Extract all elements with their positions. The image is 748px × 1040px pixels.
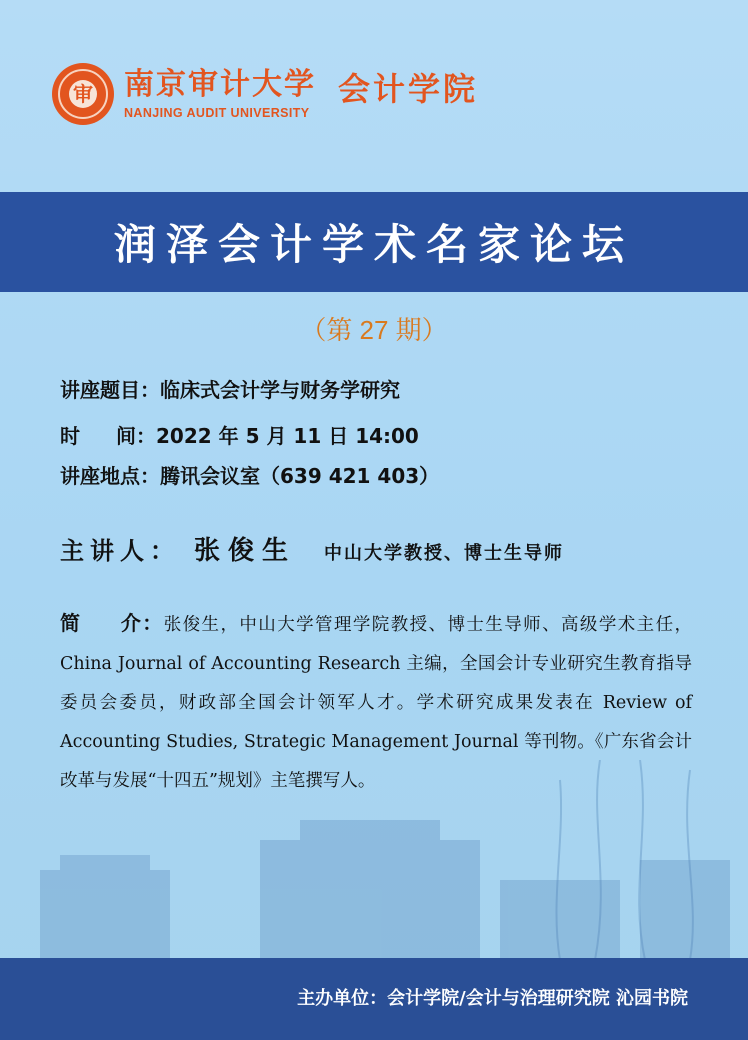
seal-glyph: 审 bbox=[73, 82, 93, 106]
time-label-second: 间： bbox=[116, 424, 156, 448]
intro-label bbox=[60, 611, 164, 635]
speaker-title: 中山大学教授、博士生导师 bbox=[324, 543, 565, 564]
speaker-label: 主讲人： bbox=[60, 536, 180, 565]
time-value: 2022 年 5 月 11 日 14:00 bbox=[156, 424, 419, 448]
speaker-row bbox=[60, 530, 564, 567]
intro-text: 张俊生，中山大学管理学院教授、博士生导师、高级学术主任，China Journal of Accounting Research 主编，全国会计专业研究生教育指导委员会委员，财政部全国会计领军人才。学术研究成果发表在 Review of Accounting Studies, Strategic Management Journal 等刊物。《广东省会计改革与发展“十四五”规划》主笔撰写人。 bbox=[60, 615, 693, 791]
campus-illustration bbox=[0, 760, 748, 960]
place-value: 腾讯会议室（639 421 403） bbox=[160, 464, 440, 488]
school-name-en: NANJING AUDIT UNIVERSITY bbox=[124, 106, 310, 120]
lecture-place-row bbox=[60, 460, 439, 489]
organizer-text: 主办单位：会计学院/会计与治理研究院 沁园书院 bbox=[297, 988, 688, 1009]
school-name bbox=[124, 68, 316, 120]
header-logo bbox=[52, 62, 478, 126]
footer-bar bbox=[0, 958, 748, 1040]
speaker-name: 张俊生 bbox=[194, 536, 297, 566]
school-name-cn: 南京审计大学 bbox=[124, 67, 316, 102]
lecture-topic-row bbox=[60, 374, 400, 403]
college-name: 会计学院 bbox=[338, 70, 479, 108]
issue-number: （第 27 期） bbox=[300, 315, 448, 345]
place-label: 讲座地点： bbox=[60, 464, 160, 488]
intro-label-second: 介： bbox=[119, 611, 164, 635]
title-banner bbox=[0, 192, 748, 292]
lecture-time-row bbox=[60, 420, 419, 449]
forum-title: 润泽会计学术名家论坛 bbox=[113, 220, 634, 269]
topic-value: 临床式会计学与财务学研究 bbox=[160, 378, 400, 402]
university-seal-icon bbox=[52, 63, 114, 125]
intro-label-first: 简 bbox=[60, 611, 82, 635]
time-label-first: 时 bbox=[60, 424, 116, 448]
topic-label: 讲座题目： bbox=[60, 378, 160, 402]
